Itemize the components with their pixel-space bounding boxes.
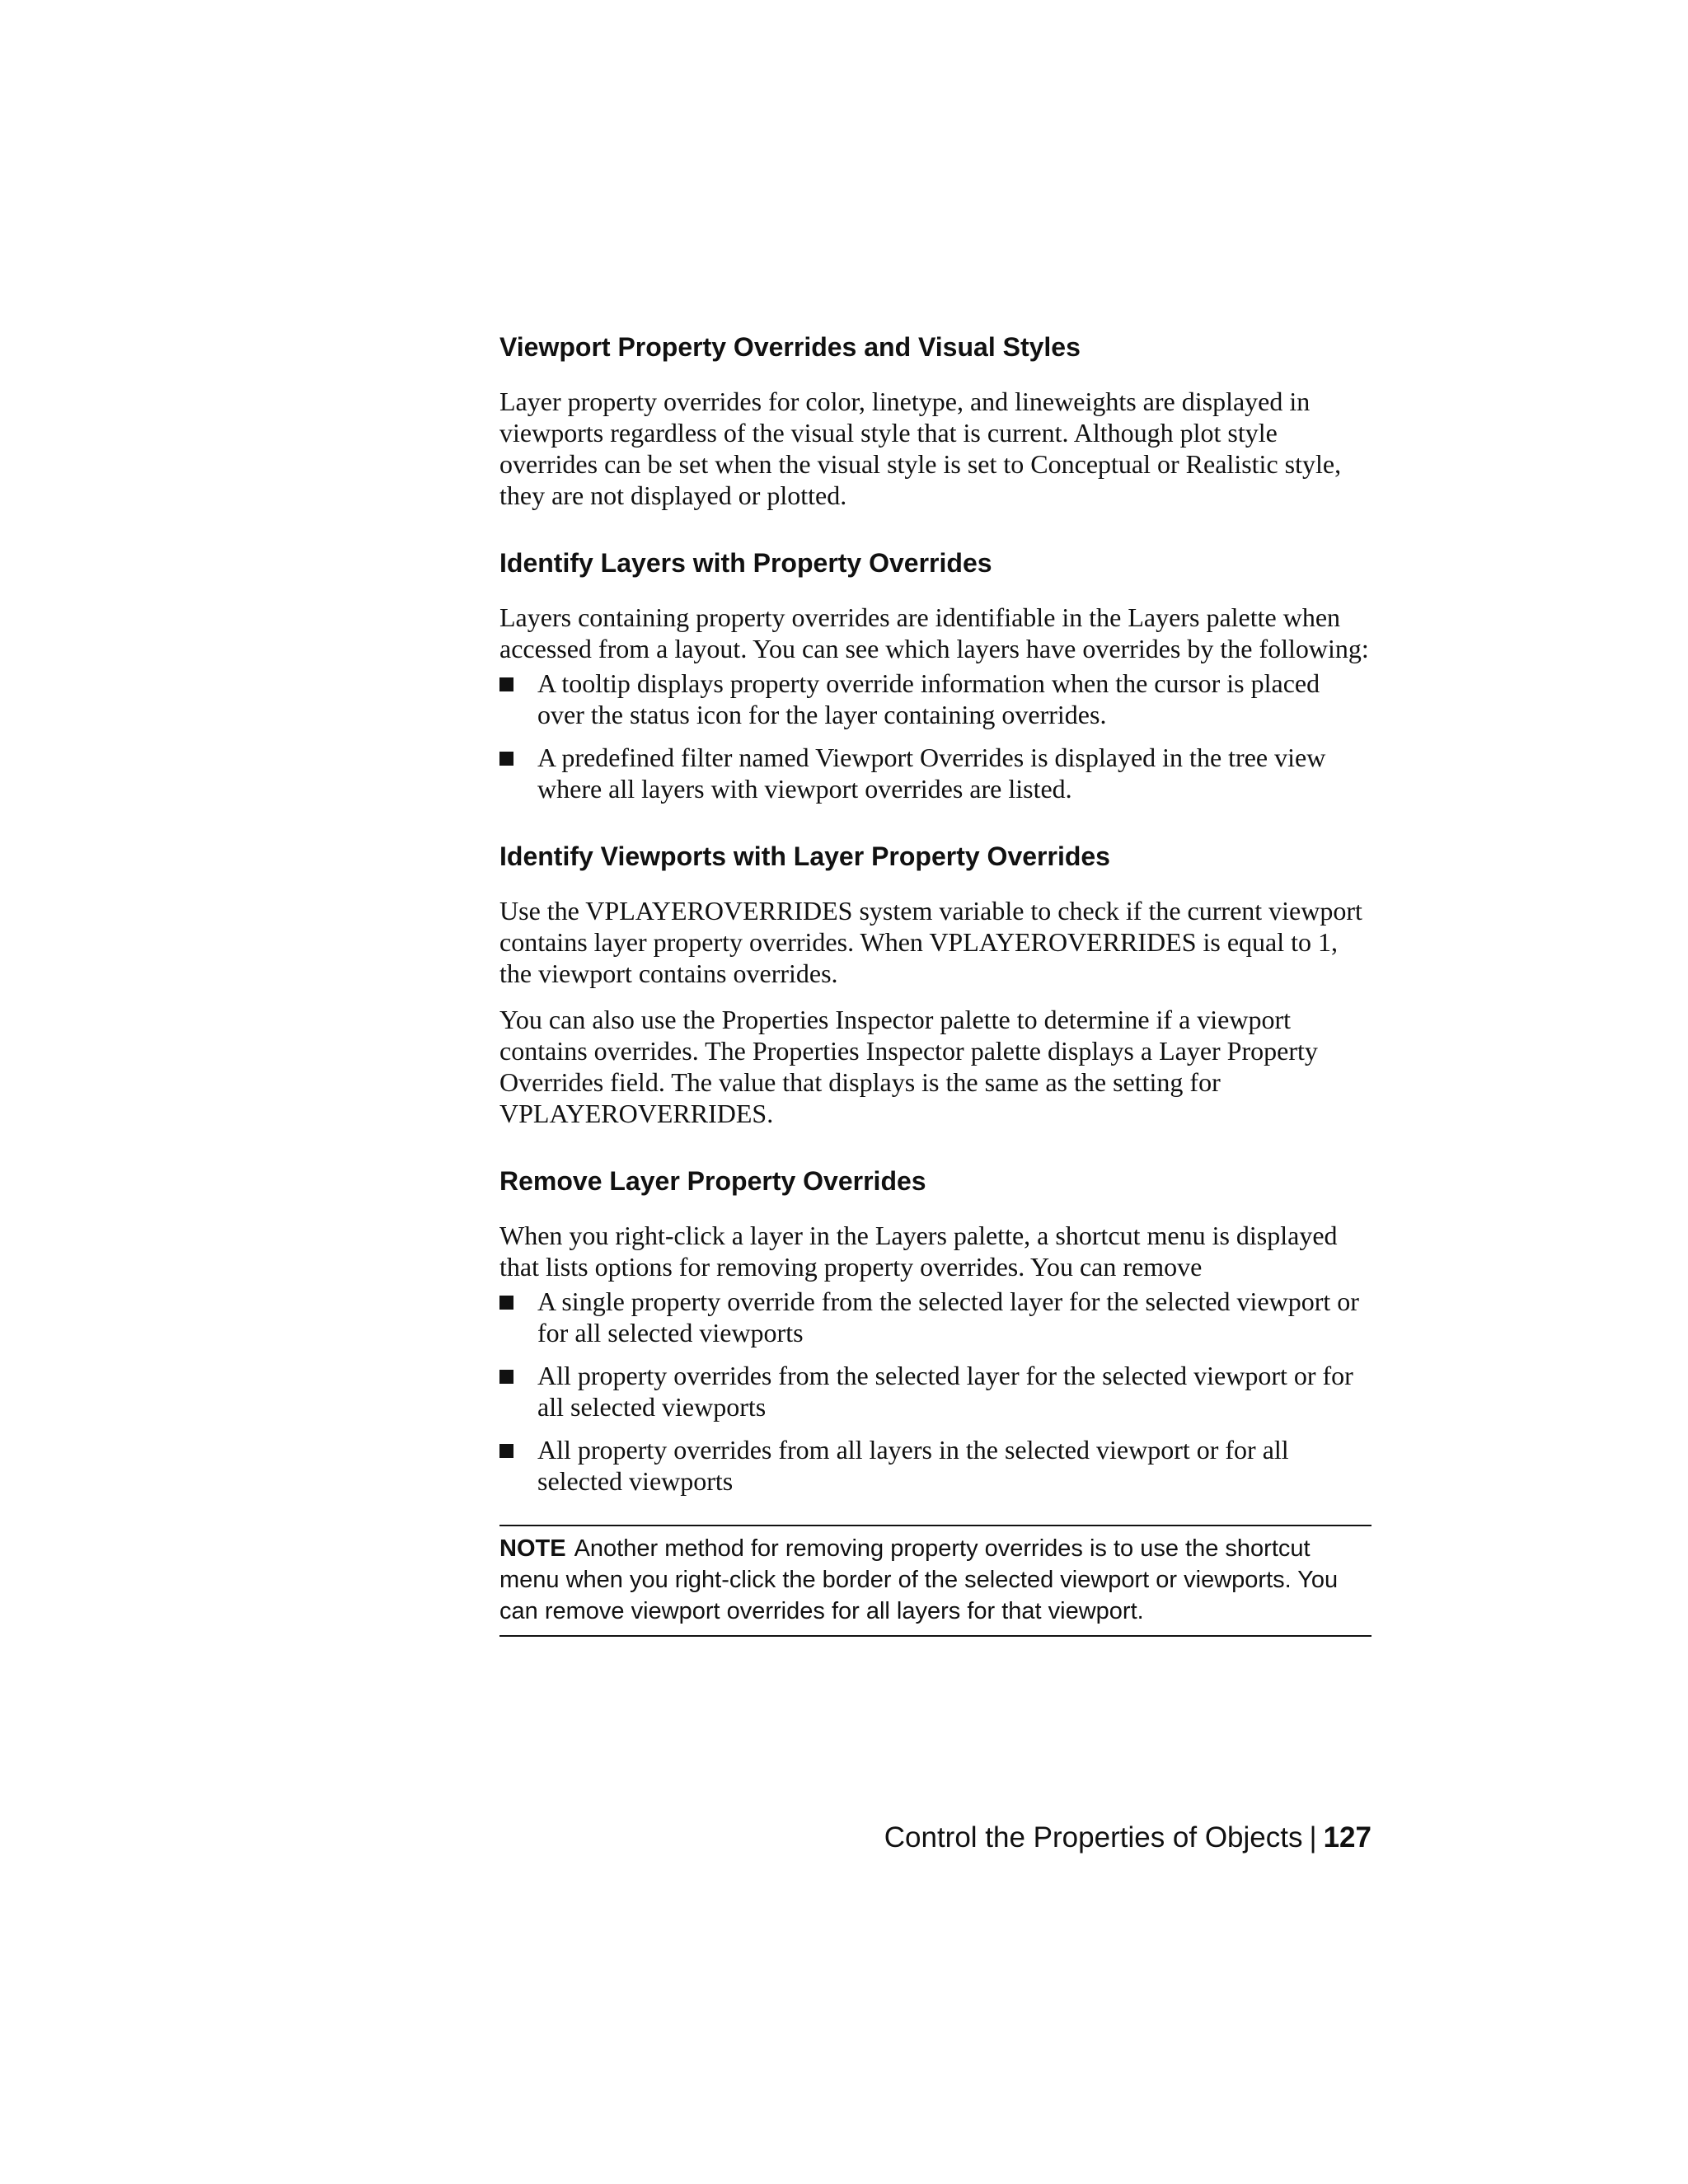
section-visual-styles (499, 330, 1372, 511)
list-item-text: All property overrides from all layers in the selected viewport or for all selected viewports (537, 1435, 1289, 1496)
paragraph: Use the VPLAYEROVERRIDES system variable to check if the current viewport contains layer property overrides. When VPLAYEROVERRIDES is equal to 1, the viewport contains overrides. (499, 896, 1362, 988)
bullet-square-icon (499, 752, 513, 766)
bullet-square-icon (499, 1370, 513, 1384)
section-remove-overrides (499, 1164, 1372, 1637)
paragraph: You can also use the Properties Inspector palette to determine if a viewport contains overrides. The Properties Inspector palette displays a Layer Property Overrides field. The value that displays is the same as the setting for VPLAYEROVERRIDES. (499, 1005, 1318, 1128)
paragraph: Layers containing property overrides are identifiable in the Layers palette when accessed from a layout. You can see which layers have overrides by the following: (499, 602, 1369, 663)
list-item (499, 668, 1372, 730)
section-identify-layers (499, 546, 1372, 804)
note-text: Another method for removing property overrides is to use the shortcut menu when you right-click the border of the selected viewport or viewports. You can remove viewport overrides for all layers for that viewport. (499, 1535, 1339, 1624)
page-content (499, 330, 1372, 1671)
footer-chapter-title: Control the Properties of Objects (884, 1821, 1303, 1854)
section-identify-viewports (499, 839, 1372, 1129)
list-item (499, 1434, 1372, 1497)
list-item-text: A tooltip displays property override information when the cursor is placed over the status icon for the layer containing overrides. (537, 668, 1320, 729)
page-number: 127 (1323, 1821, 1372, 1854)
note-label: NOTE (499, 1535, 566, 1562)
bullet-square-icon (499, 1444, 513, 1458)
section-heading: Identify Layers with Property Overrides (499, 548, 992, 578)
list-item (499, 1360, 1372, 1422)
section-heading: Remove Layer Property Overrides (499, 1166, 926, 1196)
list-item-text: A predefined filter named Viewport Overrides is displayed in the tree view where all layers with viewport overrides are listed. (537, 743, 1326, 804)
paragraph: Layer property overrides for color, linetype, and lineweights are displayed in viewports regardless of the visual style that is current. Although plot style overrides can be set when the visual style is set to Conceptual or Realistic style, they are not displayed or plotted. (499, 387, 1342, 510)
list-item (499, 742, 1372, 804)
bullet-list (499, 1286, 1372, 1497)
list-item-text: All property overrides from the selected layer for the selected viewport or for all selected viewports (537, 1361, 1353, 1422)
paragraph: When you right-click a layer in the Layers palette, a shortcut menu is displayed that lists options for removing property overrides. You can remove (499, 1221, 1338, 1282)
note-box (499, 1525, 1372, 1637)
section-heading: Identify Viewports with Layer Property Overrides (499, 841, 1110, 871)
footer-separator: | (1309, 1821, 1317, 1854)
list-item-text: A single property override from the selected layer for the selected viewport or for all selected viewports (537, 1286, 1359, 1347)
bullet-square-icon (499, 1296, 513, 1310)
list-item (499, 1286, 1372, 1348)
bullet-list (499, 668, 1372, 804)
page-footer (884, 1820, 1372, 1856)
section-heading: Viewport Property Overrides and Visual Styles (499, 332, 1081, 362)
bullet-square-icon (499, 677, 513, 691)
